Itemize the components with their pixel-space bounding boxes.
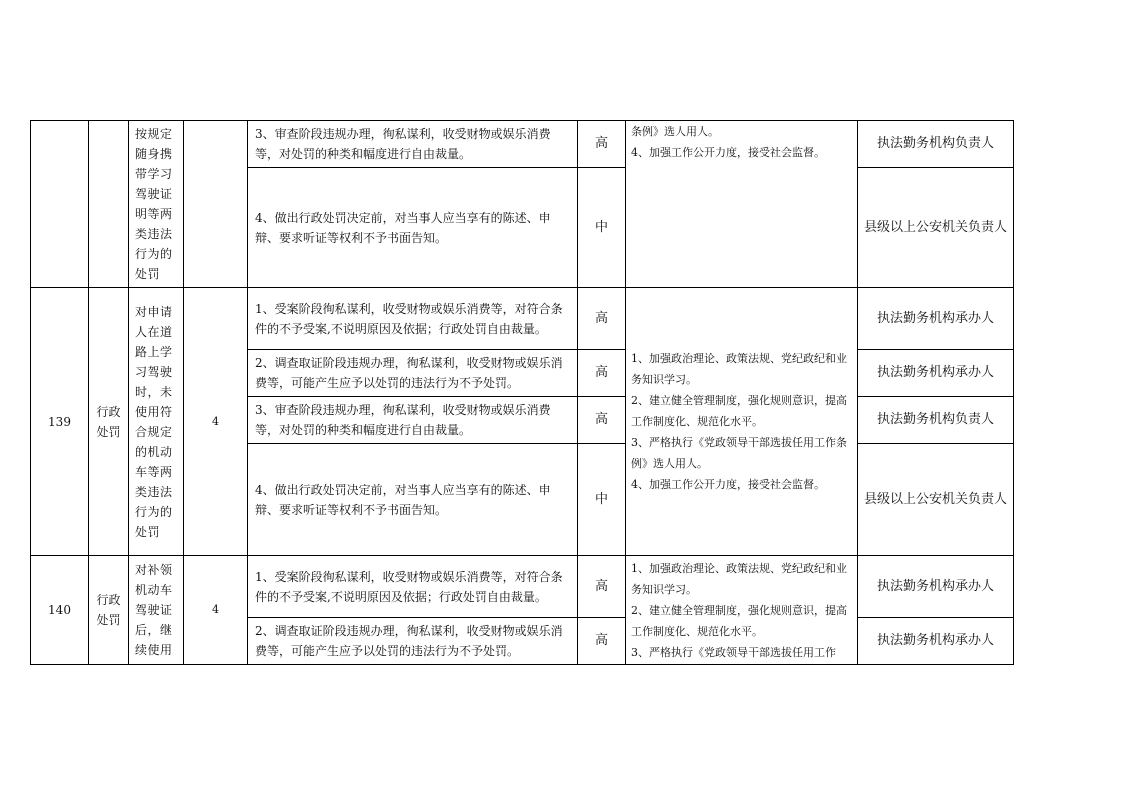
risk-point-cell: 4、做出行政处罚决定前，对当事人应当享有的陈述、申辩、要求听证等权利不予书面告知。: [248, 444, 578, 556]
responsible-person-cell: 执法勤务机构承办人: [858, 618, 1014, 665]
measure-line: 1、加强政治理论、政策法规、党纪政纪和业务知识学习。: [631, 352, 847, 386]
risk-point-cell: 1、受案阶段徇私谋利，收受财物或娱乐消费等，对符合条件的不予受案,不说明原因及依据；行政处罚自由裁量。: [248, 288, 578, 350]
measure-line: 1、加强政治理论、政策法规、党纪政纪和业务知识学习。: [631, 561, 847, 596]
measure-line: 2、建立健全管理制度，强化规则意识，提高工作制度化、规范化水平。: [631, 603, 847, 638]
risk-level-cell: 高: [578, 397, 626, 444]
item-number-cell: 139: [31, 288, 89, 556]
responsible-person-cell: 县级以上公安机关负责人: [858, 444, 1014, 556]
measure-line: 4、加强工作公开力度，接受社会监督。: [631, 478, 825, 491]
item-type-cell: 行政处罚: [89, 288, 129, 556]
prevention-measures-cell: [626, 121, 858, 288]
risk-level-cell: 高: [578, 121, 626, 168]
responsible-person-cell: 县级以上公安机关负责人: [858, 168, 1014, 288]
risk-level-cell: 高: [578, 288, 626, 350]
prevention-measures-cell: [626, 288, 858, 556]
measure-line: 条例》选人用人。: [631, 125, 719, 138]
risk-point-cell: 4、做出行政处罚决定前，对当事人应当享有的陈述、申辩、要求听证等权利不予书面告知。: [248, 168, 578, 288]
risk-count-cell: 4: [184, 288, 248, 556]
risk-point-cell: 3、审查阶段违规办理，徇私谋利，收受财物或娱乐消费等，对处罚的种类和幅度进行自由裁量。: [248, 121, 578, 168]
item-name-cell: 对补领机动车驾驶证后，继续使用: [129, 556, 184, 665]
responsible-person-cell: 执法勤务机构负责人: [858, 121, 1014, 168]
risk-level-cell: 高: [578, 350, 626, 397]
measure-line: 3、严格执行《党政领导干部选拔任用工作: [631, 645, 836, 659]
item-number-cell: 140: [31, 556, 89, 665]
risk-point-cell: 2、调查取证阶段违规办理，徇私谋利，收受财物或娱乐消费等，可能产生应予以处罚的违法行为不予处罚。: [248, 350, 578, 397]
table-row: [31, 556, 1014, 618]
risk-count-cell: [184, 121, 248, 288]
risk-point-cell: 1、受案阶段徇私谋利，收受财物或娱乐消费等，对符合条件的不予受案,不说明原因及依据；行政处罚自由裁量。: [248, 556, 578, 618]
item-name-cell: 对申请人在道路上学习驾驶时，未使用符合规定的机动车等两类违法行为的处罚: [129, 288, 184, 556]
risk-level-cell: 中: [578, 168, 626, 288]
measure-line: 2、建立健全管理制度，强化规则意识，提高工作制度化、规范化水平。: [631, 394, 847, 428]
item-number-cell: [31, 121, 89, 288]
risk-level-cell: 中: [578, 444, 626, 556]
item-type-cell: 行政处罚: [89, 556, 129, 665]
table-row: [31, 288, 1014, 350]
item-name-cell: 按规定随身携带学习驾驶证明等两类违法行为的处罚: [129, 121, 184, 288]
table-row: [31, 121, 1014, 168]
risk-point-cell: 3、审查阶段违规办理，徇私谋利，收受财物或娱乐消费等，对处罚的种类和幅度进行自由裁量。: [248, 397, 578, 444]
risk-level-cell: 高: [578, 618, 626, 665]
item-type-cell: [89, 121, 129, 288]
risk-point-cell: 2、调查取证阶段违规办理，徇私谋利，收受财物或娱乐消费等，可能产生应予以处罚的违法行为不予处罚。: [248, 618, 578, 665]
risk-level-cell: 高: [578, 556, 626, 618]
measure-line: 3、严格执行《党政领导干部选拔任用工作条例》选人用人。: [631, 436, 847, 470]
risk-table: [30, 120, 1014, 665]
responsible-person-cell: 执法勤务机构承办人: [858, 288, 1014, 350]
responsible-person-cell: 执法勤务机构承办人: [858, 350, 1014, 397]
risk-count-cell: 4: [184, 556, 248, 665]
responsible-person-cell: 执法勤务机构承办人: [858, 556, 1014, 618]
measure-line: 4、加强工作公开力度，接受社会监督。: [631, 146, 825, 159]
responsible-person-cell: 执法勤务机构负责人: [858, 397, 1014, 444]
prevention-measures-cell: [626, 556, 858, 665]
